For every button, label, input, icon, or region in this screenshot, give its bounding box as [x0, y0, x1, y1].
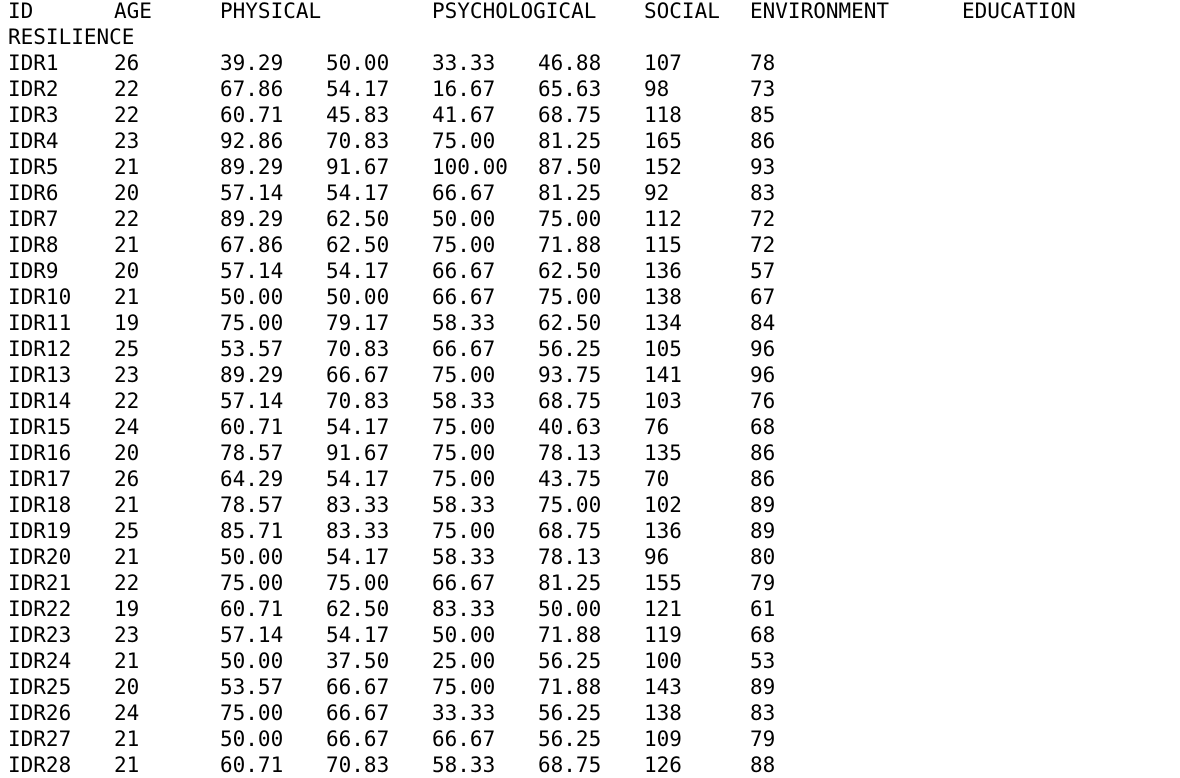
- cell-id: IDR6: [8, 181, 59, 205]
- header-resilience: RESILIENCE: [8, 25, 135, 49]
- cell-psychological-a: 16.67: [432, 77, 496, 101]
- cell-psychological-b: 62.50: [538, 259, 602, 283]
- cell-age: 22: [114, 77, 140, 101]
- cell-environment: 84: [750, 311, 776, 335]
- header-environment: ENVIRONMENT: [750, 0, 890, 23]
- header-physical: PHYSICAL: [220, 0, 322, 23]
- cell-social: 143: [644, 675, 682, 699]
- cell-physical-b: 83.33: [326, 519, 390, 543]
- cell-physical-b: 70.83: [326, 337, 390, 361]
- cell-psychological-a: 58.33: [432, 545, 496, 569]
- cell-psychological-b: 93.75: [538, 363, 602, 387]
- cell-id: IDR15: [8, 415, 72, 439]
- header-line: [0, 0, 1076, 24]
- cell-social: 96: [644, 545, 670, 569]
- cell-psychological-a: 100.00: [432, 155, 508, 179]
- cell-social: 134: [644, 311, 682, 335]
- cell-physical-b: 50.00: [326, 51, 390, 75]
- cell-physical-b: 45.83: [326, 103, 390, 127]
- cell-age: 21: [114, 545, 140, 569]
- cell-environment: 96: [750, 337, 776, 361]
- cell-age: 21: [114, 155, 140, 179]
- cell-physical-b: 70.83: [326, 389, 390, 413]
- cell-psychological-b: 68.75: [538, 519, 602, 543]
- cell-id: IDR10: [8, 285, 72, 309]
- cell-physical-a: 89.29: [220, 363, 284, 387]
- cell-physical-b: 79.17: [326, 311, 390, 335]
- cell-id: IDR12: [8, 337, 72, 361]
- cell-psychological-b: 56.25: [538, 727, 602, 751]
- cell-psychological-a: 66.67: [432, 571, 496, 595]
- cell-psychological-b: 71.88: [538, 675, 602, 699]
- cell-psychological-a: 83.33: [432, 597, 496, 621]
- cell-social: 138: [644, 701, 682, 725]
- cell-social: 155: [644, 571, 682, 595]
- cell-social: 70: [644, 467, 670, 491]
- cell-psychological-b: 62.50: [538, 311, 602, 335]
- cell-psychological-a: 66.67: [432, 259, 496, 283]
- cell-psychological-b: 78.13: [538, 545, 602, 569]
- cell-environment: 86: [750, 441, 776, 465]
- cell-physical-a: 85.71: [220, 519, 284, 543]
- cell-age: 25: [114, 337, 140, 361]
- cell-environment: 61: [750, 597, 776, 621]
- cell-age: 21: [114, 285, 140, 309]
- cell-environment: 88: [750, 753, 776, 777]
- cell-psychological-a: 50.00: [432, 207, 496, 231]
- cell-physical-b: 54.17: [326, 623, 390, 647]
- cell-id: IDR24: [8, 649, 72, 673]
- cell-id: IDR17: [8, 467, 72, 491]
- cell-physical-b: 62.50: [326, 233, 390, 257]
- cell-environment: 86: [750, 467, 776, 491]
- cell-id: IDR4: [8, 129, 59, 153]
- cell-age: 22: [114, 571, 140, 595]
- cell-id: IDR18: [8, 493, 72, 517]
- cell-psychological-a: 41.67: [432, 103, 496, 127]
- cell-environment: 89: [750, 519, 776, 543]
- cell-environment: 73: [750, 77, 776, 101]
- cell-physical-b: 62.50: [326, 597, 390, 621]
- cell-environment: 83: [750, 701, 776, 725]
- cell-physical-b: 66.67: [326, 675, 390, 699]
- cell-social: 119: [644, 623, 682, 647]
- cell-physical-a: 50.00: [220, 285, 284, 309]
- cell-social: 115: [644, 233, 682, 257]
- cell-social: 105: [644, 337, 682, 361]
- cell-environment: 57: [750, 259, 776, 283]
- cell-age: 25: [114, 519, 140, 543]
- header-wrap-line: [0, 24, 135, 50]
- cell-psychological-b: 56.25: [538, 649, 602, 673]
- cell-id: IDR5: [8, 155, 59, 179]
- cell-age: 24: [114, 701, 140, 725]
- cell-social: 136: [644, 519, 682, 543]
- cell-psychological-b: 68.75: [538, 753, 602, 777]
- cell-psychological-b: 75.00: [538, 207, 602, 231]
- cell-id: IDR25: [8, 675, 72, 699]
- cell-social: 165: [644, 129, 682, 153]
- cell-id: IDR3: [8, 103, 59, 127]
- cell-environment: 89: [750, 493, 776, 517]
- cell-age: 20: [114, 181, 140, 205]
- cell-social: 138: [644, 285, 682, 309]
- cell-environment: 86: [750, 129, 776, 153]
- cell-id: IDR14: [8, 389, 72, 413]
- cell-age: 20: [114, 441, 140, 465]
- cell-physical-a: 57.14: [220, 389, 284, 413]
- cell-id: IDR20: [8, 545, 72, 569]
- cell-id: IDR1: [8, 51, 59, 75]
- cell-psychological-b: 68.75: [538, 103, 602, 127]
- cell-environment: 78: [750, 51, 776, 75]
- cell-psychological-a: 25.00: [432, 649, 496, 673]
- cell-physical-a: 39.29: [220, 51, 284, 75]
- cell-physical-a: 60.71: [220, 753, 284, 777]
- cell-physical-b: 66.67: [326, 701, 390, 725]
- cell-psychological-a: 50.00: [432, 623, 496, 647]
- cell-psychological-a: 33.33: [432, 51, 496, 75]
- cell-environment: 72: [750, 207, 776, 231]
- cell-environment: 68: [750, 623, 776, 647]
- cell-psychological-b: 81.25: [538, 181, 602, 205]
- cell-physical-a: 75.00: [220, 701, 284, 725]
- cell-psychological-b: 78.13: [538, 441, 602, 465]
- cell-social: 112: [644, 207, 682, 231]
- cell-psychological-b: 43.75: [538, 467, 602, 491]
- cell-social: 76: [644, 415, 670, 439]
- cell-social: 92: [644, 181, 670, 205]
- header-education: EDUCATION: [962, 0, 1076, 23]
- cell-physical-a: 89.29: [220, 155, 284, 179]
- cell-id: IDR16: [8, 441, 72, 465]
- header-psychological: PSYCHOLOGICAL: [432, 0, 597, 23]
- cell-physical-b: 37.50: [326, 649, 390, 673]
- cell-physical-a: 60.71: [220, 597, 284, 621]
- cell-age: 23: [114, 623, 140, 647]
- cell-psychological-a: 33.33: [432, 701, 496, 725]
- cell-psychological-b: 71.88: [538, 623, 602, 647]
- cell-psychological-a: 66.67: [432, 337, 496, 361]
- cell-psychological-b: 71.88: [538, 233, 602, 257]
- cell-physical-b: 54.17: [326, 467, 390, 491]
- cell-social: 136: [644, 259, 682, 283]
- cell-social: 98: [644, 77, 670, 101]
- cell-social: 135: [644, 441, 682, 465]
- cell-id: IDR23: [8, 623, 72, 647]
- cell-physical-a: 50.00: [220, 649, 284, 673]
- cell-age: 23: [114, 363, 140, 387]
- header-age: AGE: [114, 0, 152, 23]
- cell-environment: 93: [750, 155, 776, 179]
- cell-environment: 79: [750, 571, 776, 595]
- cell-physical-b: 54.17: [326, 181, 390, 205]
- cell-environment: 89: [750, 675, 776, 699]
- cell-psychological-a: 58.33: [432, 311, 496, 335]
- cell-physical-b: 75.00: [326, 571, 390, 595]
- cell-environment: 76: [750, 389, 776, 413]
- cell-physical-a: 53.57: [220, 337, 284, 361]
- cell-psychological-a: 75.00: [432, 233, 496, 257]
- cell-environment: 85: [750, 103, 776, 127]
- cell-physical-b: 50.00: [326, 285, 390, 309]
- cell-id: IDR9: [8, 259, 59, 283]
- cell-physical-a: 57.14: [220, 623, 284, 647]
- cell-environment: 79: [750, 727, 776, 751]
- cell-psychological-a: 75.00: [432, 363, 496, 387]
- cell-age: 21: [114, 753, 140, 777]
- cell-physical-b: 54.17: [326, 77, 390, 101]
- cell-environment: 53: [750, 649, 776, 673]
- cell-id: IDR19: [8, 519, 72, 543]
- cell-age: 22: [114, 103, 140, 127]
- cell-age: 22: [114, 207, 140, 231]
- cell-physical-a: 75.00: [220, 311, 284, 335]
- cell-physical-a: 57.14: [220, 259, 284, 283]
- cell-physical-a: 60.71: [220, 103, 284, 127]
- cell-psychological-a: 58.33: [432, 389, 496, 413]
- cell-psychological-a: 75.00: [432, 467, 496, 491]
- cell-physical-a: 60.71: [220, 415, 284, 439]
- cell-age: 19: [114, 597, 140, 621]
- cell-physical-b: 54.17: [326, 259, 390, 283]
- cell-psychological-b: 56.25: [538, 337, 602, 361]
- cell-psychological-a: 75.00: [432, 519, 496, 543]
- cell-physical-a: 75.00: [220, 571, 284, 595]
- cell-psychological-b: 75.00: [538, 493, 602, 517]
- cell-social: 103: [644, 389, 682, 413]
- cell-psychological-b: 50.00: [538, 597, 602, 621]
- cell-psychological-b: 40.63: [538, 415, 602, 439]
- cell-age: 20: [114, 675, 140, 699]
- header-id: ID: [8, 0, 34, 23]
- cell-psychological-b: 87.50: [538, 155, 602, 179]
- cell-physical-a: 78.57: [220, 441, 284, 465]
- cell-social: 126: [644, 753, 682, 777]
- header-social: SOCIAL: [644, 0, 720, 23]
- cell-social: 152: [644, 155, 682, 179]
- cell-social: 118: [644, 103, 682, 127]
- cell-age: 21: [114, 493, 140, 517]
- cell-age: 23: [114, 129, 140, 153]
- cell-physical-a: 50.00: [220, 545, 284, 569]
- cell-id: IDR11: [8, 311, 72, 335]
- cell-psychological-a: 58.33: [432, 753, 496, 777]
- cell-psychological-a: 75.00: [432, 675, 496, 699]
- cell-age: 21: [114, 727, 140, 751]
- cell-psychological-b: 56.25: [538, 701, 602, 725]
- cell-environment: 67: [750, 285, 776, 309]
- cell-psychological-b: 81.25: [538, 571, 602, 595]
- cell-environment: 83: [750, 181, 776, 205]
- cell-environment: 68: [750, 415, 776, 439]
- cell-id: IDR27: [8, 727, 72, 751]
- cell-age: 21: [114, 233, 140, 257]
- cell-age: 22: [114, 389, 140, 413]
- cell-social: 100: [644, 649, 682, 673]
- cell-psychological-a: 75.00: [432, 129, 496, 153]
- cell-id: IDR26: [8, 701, 72, 725]
- cell-psychological-a: 75.00: [432, 415, 496, 439]
- cell-physical-b: 62.50: [326, 207, 390, 231]
- cell-psychological-b: 68.75: [538, 389, 602, 413]
- cell-psychological-a: 66.67: [432, 181, 496, 205]
- cell-id: IDR28: [8, 753, 72, 777]
- cell-psychological-b: 46.88: [538, 51, 602, 75]
- cell-physical-a: 92.86: [220, 129, 284, 153]
- cell-physical-b: 54.17: [326, 415, 390, 439]
- cell-psychological-a: 66.67: [432, 727, 496, 751]
- cell-physical-b: 70.83: [326, 129, 390, 153]
- cell-psychological-a: 58.33: [432, 493, 496, 517]
- cell-environment: 80: [750, 545, 776, 569]
- cell-id: IDR2: [8, 77, 59, 101]
- cell-psychological-a: 75.00: [432, 441, 496, 465]
- cell-age: 24: [114, 415, 140, 439]
- cell-social: 109: [644, 727, 682, 751]
- cell-age: 19: [114, 311, 140, 335]
- cell-environment: 72: [750, 233, 776, 257]
- cell-physical-b: 54.17: [326, 545, 390, 569]
- cell-physical-b: 91.67: [326, 155, 390, 179]
- cell-age: 26: [114, 51, 140, 75]
- cell-age: 26: [114, 467, 140, 491]
- cell-physical-a: 64.29: [220, 467, 284, 491]
- cell-id: IDR8: [8, 233, 59, 257]
- cell-age: 21: [114, 649, 140, 673]
- cell-physical-b: 83.33: [326, 493, 390, 517]
- cell-psychological-b: 75.00: [538, 285, 602, 309]
- cell-physical-a: 67.86: [220, 233, 284, 257]
- cell-psychological-b: 81.25: [538, 129, 602, 153]
- cell-physical-a: 53.57: [220, 675, 284, 699]
- cell-physical-a: 50.00: [220, 727, 284, 751]
- cell-physical-b: 91.67: [326, 441, 390, 465]
- cell-physical-a: 57.14: [220, 181, 284, 205]
- cell-id: IDR7: [8, 207, 59, 231]
- cell-physical-b: 66.67: [326, 363, 390, 387]
- cell-psychological-b: 65.63: [538, 77, 602, 101]
- cell-social: 107: [644, 51, 682, 75]
- cell-id: IDR13: [8, 363, 72, 387]
- cell-social: 121: [644, 597, 682, 621]
- cell-physical-a: 67.86: [220, 77, 284, 101]
- cell-physical-a: 89.29: [220, 207, 284, 231]
- cell-id: IDR22: [8, 597, 72, 621]
- cell-psychological-a: 66.67: [432, 285, 496, 309]
- cell-social: 102: [644, 493, 682, 517]
- cell-physical-b: 70.83: [326, 753, 390, 777]
- cell-id: IDR21: [8, 571, 72, 595]
- cell-environment: 96: [750, 363, 776, 387]
- cell-social: 141: [644, 363, 682, 387]
- cell-physical-a: 78.57: [220, 493, 284, 517]
- cell-physical-b: 66.67: [326, 727, 390, 751]
- cell-age: 20: [114, 259, 140, 283]
